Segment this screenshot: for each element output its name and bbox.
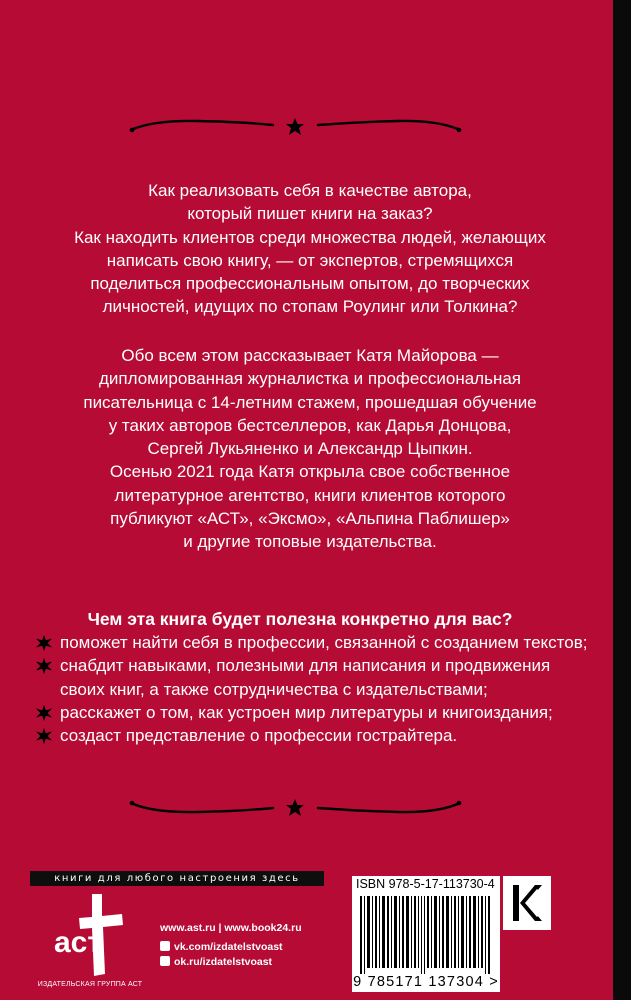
benefit-text: поможет найти себя в профессии, связанной с созданием текстов; [60,633,588,652]
benefit-item [35,701,595,724]
benefit-item [35,724,595,747]
paragraph-1-text: Как реализовать себя в качестве автора, который пишет книги на заказ? Как находить клиентов среди множества людей, желающих написать свою книгу, — от экспертов, стремящихся поделиться профессиональным опытом, до творческих личностей, идущих по стопам Роулинг или Толкина? [74,181,546,317]
top-ornament [128,114,463,140]
ok-link-text[interactable]: ok.ru/izdatelstvoast [174,956,273,968]
benefits-list [35,631,595,747]
vk-link[interactable] [160,941,283,953]
bottom-ornament [128,793,463,819]
ok-icon [160,956,170,966]
publisher-websites[interactable]: www.ast.ru | www.book24.ru [160,922,302,934]
star-bullet-icon [35,634,53,652]
svg-text:аст: аст [54,926,103,959]
description-paragraph-2 [50,344,570,554]
barcode-digits: 9 785171 137304 > [353,974,499,990]
benefit-text: расскажет о том, как устроен мир литературы и книгоиздания; [60,702,553,722]
star-bullet-icon [35,704,53,722]
vk-icon [160,941,170,951]
ok-link[interactable] [160,956,272,968]
benefit-item [35,654,595,701]
benefit-text: снабдит навыками, полезными для написания и продвижения своих книг, а также сотрудничества с издательствами; [60,656,551,699]
benefit-text: создаст представление о профессии гострайтера. [60,726,458,746]
star-bullet-icon [35,657,53,675]
description-paragraph-1 [50,179,570,319]
star-bullet-icon [35,727,53,745]
book-spine-edge [613,0,631,1000]
barcode-image [360,896,492,974]
tagline-banner: книги для любого настроения здесь [30,871,324,886]
paragraph-text [50,344,570,554]
book-publisher-logo [503,876,551,930]
isbn-barcode-box [352,876,500,992]
benefit-item [35,631,595,654]
paragraph-text [50,179,570,319]
isbn-label: ISBN 978-5-17-113730-4 [356,877,495,891]
ast-logo [50,890,128,980]
benefits-title: Чем эта книга будет полезна конкретно для вас? [87,609,513,629]
publisher-name: ИЗДАТЕЛЬСКАЯ ГРУППА АСТ [37,981,143,988]
vk-link-text[interactable]: vk.com/izdatelstvoast [174,941,283,953]
paragraph-2-text: Обо всем этом рассказывает Катя Майорова — дипломированная журналистка и профессиональная писательница с 14-летним стажем, прошедшая обучение у таких авторов бестселлеров, как Дарья Донцова, Сергей Лукьяненко и Александр Цыпкин. Осенью 2021 года Катя открыла свое собственное литературное агентство, книги клиентов которого публикуют «АСТ», «Эксмо», «Альпина Паблишер» и другие топовые издательства. [83,346,537,552]
